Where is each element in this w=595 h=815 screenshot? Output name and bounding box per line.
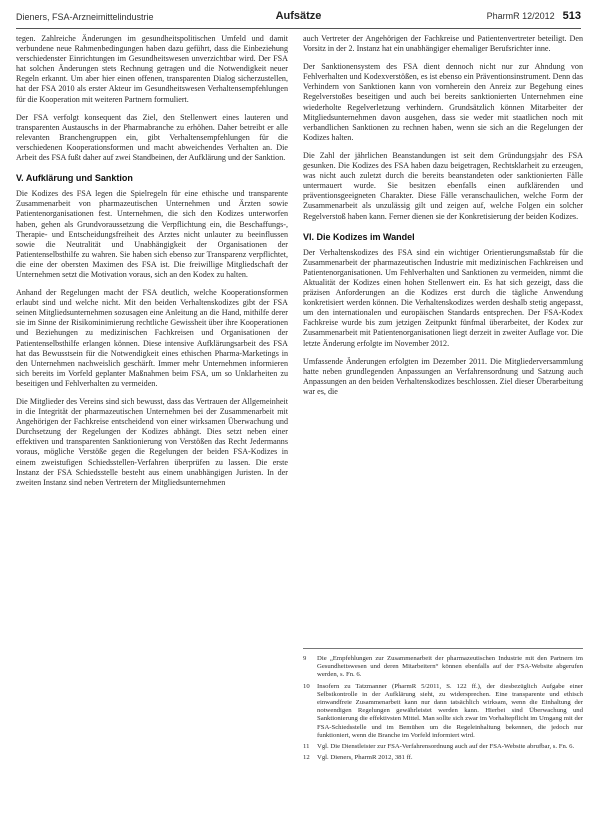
footnote <box>303 754 583 762</box>
section-title: Aufsätze <box>275 10 322 22</box>
footnote-number: 10 <box>303 682 310 690</box>
footnote-text: Insofern zu Tatzmanner (PharmR 5/2011, S. 122 ff.), der diesbezüglich Aufgabe einer Selbstkontrolle in der Aufklärung sieht, zu widersprechen. Eine transparente und ethisch einwandfreie Zusammenarbeit kann nur dann tatsächlich wirksam, wenn die Einhaltung der notwendigen Regelungen gewährleistet werden kann. Hierbei sind Überwachung und Sanktionierung die effektivsten Mittel. Man sollte sich zwar im Vorhaltepflicht im Umgang mit der FSA-Schiedsstelle und im Bemühen um die Regeleinhaltung bekennen, die jedoch nur funktioniert, wenn die Branche im Vorfeld informiert wird. <box>317 682 583 739</box>
header-rule <box>16 28 581 29</box>
footnote <box>303 655 583 680</box>
left-column <box>16 34 288 496</box>
journal-name: PharmR 12/2012 <box>486 11 555 21</box>
footnote-text: Vgl. Dieners, PharmR 2012, 381 ff. <box>317 754 413 762</box>
running-head-author: Dieners, FSA-Arzneimittelindustrie <box>16 12 154 22</box>
footnote <box>303 683 583 740</box>
page-header <box>16 6 581 32</box>
journal-issue <box>487 10 581 22</box>
paragraph: Umfassende Änderungen erfolgten im Dezember 2011. Die Mitgliederversammlung hatte neben grundlegenden Anpassungen an Verfahrensordnung und Satzung auch Anpassungen an den beiden Verhaltenskodizes beschlossen. Ziel dieser Überarbeitung war es, die <box>303 356 583 396</box>
footnote <box>303 743 583 751</box>
paragraph: Der Sanktionensystem des FSA dient dennoch nicht nur zur Ahndung von Fehlverhalten und Kodexverstößen, es ist ebenso ein Präventionsinstrument. Denn das Verhindern von Sanktionen kann von vornherein den Anreiz zur Begehung eines Regelverstoßes beseitigen und auch bei bereits sanktionierten Unternehmen eine wiederholte Regelverletzung verhindern. Grundsätzlich können Mitarbeiter der Mitgliedsunternehmen davon ausgehen, dass sie weder mit staatlichen noch mit verbandlichen Sanktionen zu rechnen haben, wenn sie sich an die Regelungen der Kodizes halten. <box>303 62 583 142</box>
paragraph: Die Zahl der jährlichen Beanstandungen ist seit dem Gründungsjahr des FSA gesunken. Die Kodizes des FSA haben dazu beigetragen, Rechtsklarheit zu erzeugen, was nicht auch zuletzt durch die bereits beanstandeten oder sanktionierten Fälle untermauert wurde. Sie besitzen ebenfalls einen aufklärenden und präventionsgeeigneten Charakter. Diese Fälle veranschaulichen, welche Form der Zusammenarbeit als unzulässig gilt und zeigen auf, welche Folgen ein solcher Regelverstoß haben kann. Ferner dienen sie der Konkretisierung der beiden Kodizes. <box>303 150 583 221</box>
right-column <box>303 34 583 405</box>
footnote-number: 11 <box>303 743 310 751</box>
section-heading: V. Aufklärung und Sanktion <box>16 173 133 184</box>
paragraph: auch Vertreter der Angehörigen der Fachkreise und Patientenvertreter beteiligt. Den Vorsitz in der 2. Instanz hat ein unabhängiger ehemaliger Berufsrichter inne. <box>303 34 583 54</box>
section-heading: VI. Die Kodizes im Wandel <box>303 231 415 242</box>
footnotes <box>303 648 583 765</box>
footnote-number: 9 <box>303 655 307 662</box>
footnote-text: Die „Empfehlungen zur Zusammenarbeit der pharmazeutischen Industrie mit den Partnern im Gesundheitswesen und deren Mitarbeitern“ können ebenfalls auf der FSA-Website abgerufen werden, s. Fn. 6. <box>317 655 583 679</box>
paragraph: Die Mitglieder des Vereins sind sich bewusst, dass das Vertrauen der Allgemeinheit in die Integrität der pharmazeutischen Unternehmen bei der Zusammenarbeit mit Angehörigen der Fachkreise entscheidend von einer wirksamen Überwachung und Durchsetzung der Regelungen der Kodizes abhängt. Dies setzt neben einer effektiven und transparenten Sanktionierung von Verstößen das Recht Jedermanns voraus, mögliche Verstöße gegen die Regelungen der beiden FSA-Kodizes in einem zweistufigen Schiedsstellen-Verfahren überprüfen zu lassen. Die erste Instanz der FSA Schiedsstelle besteht aus einem unabhängigen Juristen. In der zweiten Instanz sind neben Vertretern der Mitgliedsunternehmen <box>16 397 288 487</box>
footnote-text: Vgl. Die Dienstleister zur FSA-Verfahrensordnung auch auf der FSA-Website abrufbar, s. Fn. 6. <box>317 743 575 751</box>
paragraph: Der FSA verfolgt konsequent das Ziel, den Stellenwert eines lauteren und transparenten Austauschs in der Pharmabranche zu erhöhen. Daher betreibt er alle relevanten Branchengruppen ein, gibt Verhaltensempfehlungen für die verschiedenen Kooperationsformen und macht abweichendes Verhalten an. Die Arbeit des FSA fußt daher auf zwei Standbeinen, der Aufklärung und der Sanktion. <box>16 112 288 163</box>
paragraph: tegen. Zahlreiche Änderungen im gesundheitspolitischen Umfeld und damit verbundene neue Rahmenbedingungen haben dazu geführt, dass die Einbeziehung verschiedenster Einrichtungen im Gesundheitswesen unverzichtbar wird. Der FSA hat solchen Änderungen stets Rechnung getragen und die Notwendigkeit neuer Regeln erkannt. Um aber hier einen offenen, transparenten Dialog sicherzustellen, hat der FSA 2010 als erster Akteur im Gesundheitswesen Verhaltensempfehlungen für die Kooperation mit weiteren Partnern formuliert. <box>16 34 288 104</box>
page-number: 513 <box>562 10 581 22</box>
paragraph: Die Kodizes des FSA legen die Spielregeln für eine ethische und transparente Zusammenarbeit von pharmazeutischen Unternehmen und Ärzten sowie Patientenorganisationen fest. Unternehmen, die sich den Kodizes unterworfen haben, gehen als Grundvoraussetzung die Verpflichtung ein, die Beschaffungs-, Therapie- und Entscheidungsfreiheit des Arztes nicht unlauter zu beeinflussen sowie die Neutralität und Unabhängigkeit der Organisationen der Patientenselbsthilfe zu wahren. Sie haben sich ebenso zur Transparenz verpflichtet, die eine der obersten Maximen des FSA ist. Die freiwillige Mitgliedschaft der Unternehmen setzt die Motivation voraus, sich an den Kodex zu halten. <box>16 189 288 279</box>
paragraph: Der Verhaltenskodizes des FSA sind ein wichtiger Orientierungsmaßstab für die Zusammenarbeit der pharmazeutischen Industrie mit medizinischen Fachkreisen und Patientenorganisationen. Um Fehlverhalten und Sanktionen zu vermeiden, nimmt die Aktualität der Kodizes einen hohen Stellenwert ein. Es hat sich gezeigt, dass die präzisen Anforderungen an die Kodizes erst durch die tägliche Anwendung konkretisiert werden können. Die Verhaltenskodizes werden deshalb stetig angepasst, um den internationalen und europäischen Standards entsprechen. Der FSA-Kodex Fachkreise wurde bis zum jetzigen Zeitpunkt fünfmal überarbeitet, der Kodex zur Zusammenarbeit mit Patientenorganisationen liegt derzeit in zweiter Auflage vor. Die letzte Änderung erfolgte im November 2012. <box>303 247 583 348</box>
footnote-number: 12 <box>303 754 310 762</box>
paragraph: Anhand der Regelungen macht der FSA deutlich, welche Kooperationsformen erlaubt sind und welche nicht. Mit den beiden Verhaltenskodizes gibt der FSA seinen Mitgliedsunternehmen sozusagen eine Anleitung an die Hand, mithilfe derer sie im Sinne der Risikominimierung rechtliche Gewissheit über ihre Kooperationen und Beziehungen zu medizinischen Fachkreisen und Organisationen der Patientenselbsthilfe erlangen können. Diese intensive Aufklärungsarbeit des FSA hat das Bewusstsein für die Notwendigkeit eines ethischen Pharma-Marketings in den Unternehmen nachweislich geschärft. Immer mehr Unternehmen informieren sich bereits im Vorfeld geplanter Maßnahmen beim FSA, um so Unklarheiten zu beseitigen und Fehlverhalten zu vermeiden. <box>16 288 288 388</box>
